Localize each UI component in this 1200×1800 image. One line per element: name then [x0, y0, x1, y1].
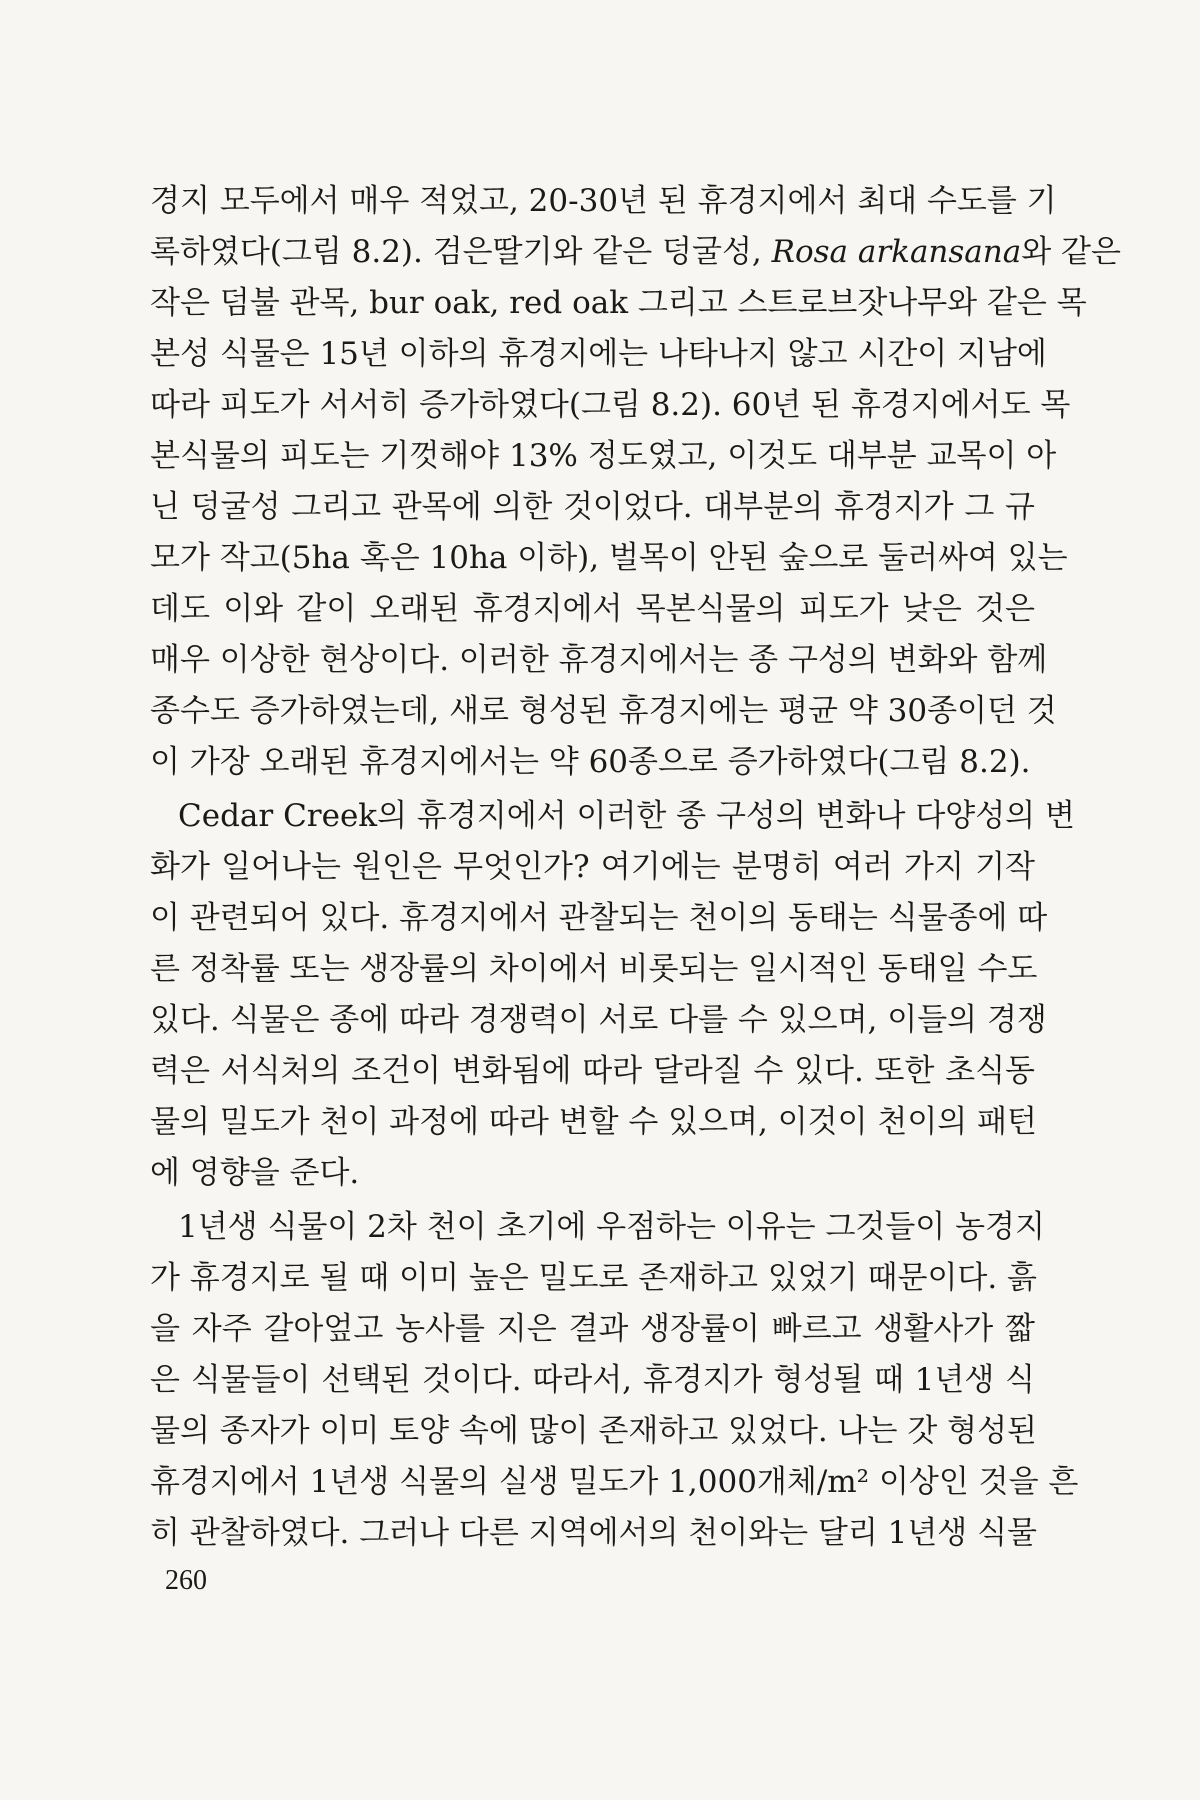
paragraph-2: [150, 791, 1075, 1199]
paragraph-3: [150, 1202, 1079, 1559]
text-line: 작은 덤불 관목, bur oak, red oak 그리고 스트로브잣나무와 같은 목: [150, 285, 1087, 321]
text-line: 화가 일어나는 원인은 무엇인가? 여기에는 분명히 여러 가지 기작: [150, 849, 1035, 885]
text-line: 히 관찰하였다. 그러나 다른 지역에서의 천이와는 달리 1년생 식물: [150, 1515, 1038, 1551]
page-number: 260: [165, 1565, 207, 1596]
text-line: 이 관련되어 있다. 휴경지에서 관찰되는 천이의 동태는 식물종에 따: [150, 900, 1048, 936]
text-line: 1년생 식물이 2차 천이 초기에 우점하는 이유는 그것들이 농경지: [178, 1209, 1045, 1245]
text-line: 른 정착률 또는 생장률의 차이에서 비롯되는 일시적인 동태일 수도: [150, 951, 1038, 987]
text-line: 에 영향을 준다.: [150, 1155, 360, 1191]
text-line: 물의 밀도가 천이 과정에 따라 변할 수 있으며, 이것이 천이의 패턴: [150, 1104, 1037, 1140]
text-line: 록하였다(그림 8.2). 검은딸기와 같은 덩굴성, Rosa arkansana와 같은: [150, 234, 1121, 270]
text-line: 종수도 증가하였는데, 새로 형성된 휴경지에는 평균 약 30종이던 것: [150, 693, 1057, 729]
text-line: Cedar Creek의 휴경지에서 이러한 종 구성의 변화나 다양성의 변: [178, 798, 1075, 834]
text-line: 이 가장 오래된 휴경지에서는 약 60종으로 증가하였다(그림 8.2).: [150, 744, 1031, 780]
text-line: 모가 작고(5ha 혹은 10ha 이하), 벌목이 안된 숲으로 둘러싸여 있는: [150, 540, 1068, 576]
text-line: 가 휴경지로 될 때 이미 높은 밀도로 존재하고 있었기 때문이다. 흙: [150, 1260, 1037, 1296]
text-line: 있다. 식물은 종에 따라 경쟁력이 서로 다를 수 있으며, 이들의 경쟁: [150, 1002, 1047, 1038]
text-line: 경지 모두에서 매우 적었고, 20-30년 된 휴경지에서 최대 수도를 기: [150, 183, 1057, 219]
text-line: 력은 서식처의 조건이 변화됨에 따라 달라질 수 있다. 또한 초식동: [150, 1053, 1035, 1089]
text-line: 따라 피도가 서서히 증가하였다(그림 8.2). 60년 된 휴경지에서도 목: [150, 387, 1071, 423]
text-line: 은 식물들이 선택된 것이다. 따라서, 휴경지가 형성될 때 1년생 식: [150, 1362, 1035, 1398]
text-line: 본성 식물은 15년 이하의 휴경지에는 나타나지 않고 시간이 지남에: [150, 336, 1047, 372]
text-line: 닌 덩굴성 그리고 관목에 의한 것이었다. 대부분의 휴경지가 그 규: [150, 489, 1035, 525]
text-line: 본식물의 피도는 기껏해야 13% 정도였고, 이것도 대부분 교목이 아: [150, 438, 1057, 474]
text-line: 휴경지에서 1년생 식물의 실생 밀도가 1,000개체/m² 이상인 것을 흔: [150, 1464, 1079, 1500]
text-line: 매우 이상한 현상이다. 이러한 휴경지에서는 종 구성의 변화와 함께: [150, 642, 1048, 678]
text-line: 물의 종자가 이미 토양 속에 많이 존재하고 있었다. 나는 갓 형성된: [150, 1413, 1037, 1449]
text-line: 을 자주 갈아엎고 농사를 지은 결과 생장률이 빠르고 생활사가 짧: [150, 1311, 1035, 1347]
paragraph-1: [150, 176, 1121, 788]
species-name: Rosa arkansana: [771, 234, 1022, 270]
text-line: 데도 이와 같이 오래된 휴경지에서 목본식물의 피도가 낮은 것은: [150, 591, 1035, 627]
body-text: [150, 176, 1121, 1559]
